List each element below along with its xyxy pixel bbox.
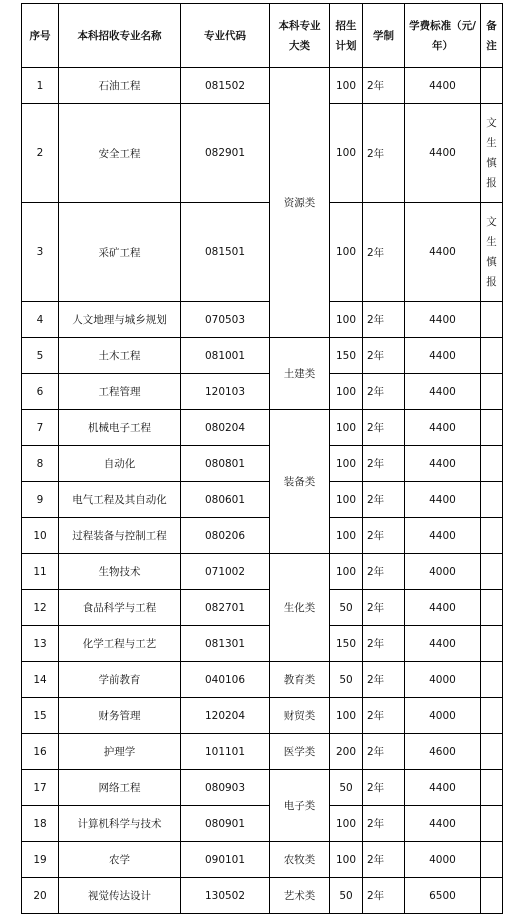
row-quota: 100	[330, 482, 363, 518]
row-seq: 19	[22, 842, 59, 878]
table-row	[22, 590, 503, 626]
row-quota: 150	[330, 338, 363, 374]
row-category: 装备类	[270, 410, 330, 554]
row-seq: 6	[22, 374, 59, 410]
header-category: 本科专业大类	[270, 4, 330, 68]
row-name: 化学工程与工艺	[59, 626, 181, 662]
row-note	[481, 770, 503, 806]
row-seq: 15	[22, 698, 59, 734]
row-quota: 100	[330, 446, 363, 482]
row-years: 2年	[363, 626, 405, 662]
row-fee: 4400	[405, 626, 481, 662]
row-fee: 4400	[405, 806, 481, 842]
row-quota: 100	[330, 68, 363, 104]
row-years: 2年	[363, 590, 405, 626]
row-fee: 4400	[405, 482, 481, 518]
row-years: 2年	[363, 842, 405, 878]
header-name: 本科招收专业名称	[59, 4, 181, 68]
row-category: 土建类	[270, 338, 330, 410]
row-code: 080206	[181, 518, 270, 554]
row-fee: 4400	[405, 770, 481, 806]
table-row	[22, 68, 503, 104]
table-body	[22, 68, 503, 914]
row-years: 2年	[363, 410, 405, 446]
row-quota: 100	[330, 374, 363, 410]
row-category: 教育类	[270, 662, 330, 698]
row-fee: 4000	[405, 662, 481, 698]
row-code: 082901	[181, 104, 270, 203]
header-row	[22, 4, 503, 68]
table-row	[22, 482, 503, 518]
row-fee: 4400	[405, 446, 481, 482]
row-years: 2年	[363, 302, 405, 338]
row-years: 2年	[363, 104, 405, 203]
table-row	[22, 374, 503, 410]
row-fee: 6500	[405, 878, 481, 914]
table-row	[22, 104, 503, 203]
row-note	[481, 374, 503, 410]
row-note	[481, 590, 503, 626]
table-row	[22, 878, 503, 914]
table-row	[22, 806, 503, 842]
row-code: 070503	[181, 302, 270, 338]
row-category: 医学类	[270, 734, 330, 770]
row-quota: 100	[330, 806, 363, 842]
row-fee: 4400	[405, 104, 481, 203]
row-name: 财务管理	[59, 698, 181, 734]
row-years: 2年	[363, 338, 405, 374]
row-seq: 11	[22, 554, 59, 590]
row-seq: 7	[22, 410, 59, 446]
row-seq: 1	[22, 68, 59, 104]
row-note	[481, 878, 503, 914]
row-quota: 100	[330, 842, 363, 878]
row-note	[481, 662, 503, 698]
table-row	[22, 698, 503, 734]
row-seq: 9	[22, 482, 59, 518]
row-seq: 14	[22, 662, 59, 698]
row-seq: 13	[22, 626, 59, 662]
row-note	[481, 698, 503, 734]
row-name: 自动化	[59, 446, 181, 482]
row-name: 机械电子工程	[59, 410, 181, 446]
row-code: 120103	[181, 374, 270, 410]
row-category: 资源类	[270, 68, 330, 338]
header-note: 备注	[481, 4, 503, 68]
row-code: 082701	[181, 590, 270, 626]
row-quota: 200	[330, 734, 363, 770]
row-note	[481, 338, 503, 374]
row-years: 2年	[363, 518, 405, 554]
table-row	[22, 203, 503, 302]
table-row	[22, 302, 503, 338]
table-row	[22, 446, 503, 482]
header-code: 专业代码	[181, 4, 270, 68]
row-quota: 100	[330, 203, 363, 302]
row-code: 090101	[181, 842, 270, 878]
row-fee: 4400	[405, 374, 481, 410]
row-quota: 50	[330, 662, 363, 698]
row-name: 石油工程	[59, 68, 181, 104]
table-row	[22, 554, 503, 590]
row-seq: 4	[22, 302, 59, 338]
row-quota: 50	[330, 878, 363, 914]
row-note	[481, 410, 503, 446]
row-fee: 4000	[405, 554, 481, 590]
row-name: 生物技术	[59, 554, 181, 590]
row-note	[481, 518, 503, 554]
row-category: 艺术类	[270, 878, 330, 914]
row-fee: 4000	[405, 842, 481, 878]
row-fee: 4400	[405, 590, 481, 626]
row-years: 2年	[363, 734, 405, 770]
row-name: 电气工程及其自动化	[59, 482, 181, 518]
row-name: 学前教育	[59, 662, 181, 698]
row-note	[481, 626, 503, 662]
row-code: 040106	[181, 662, 270, 698]
row-name: 人文地理与城乡规划	[59, 302, 181, 338]
row-quota: 100	[330, 698, 363, 734]
row-name: 农学	[59, 842, 181, 878]
row-name: 土木工程	[59, 338, 181, 374]
header-seq: 序号	[22, 4, 59, 68]
row-quota: 50	[330, 770, 363, 806]
row-quota: 100	[330, 104, 363, 203]
row-quota: 50	[330, 590, 363, 626]
row-code: 120204	[181, 698, 270, 734]
table-row	[22, 338, 503, 374]
row-seq: 12	[22, 590, 59, 626]
row-fee: 4600	[405, 734, 481, 770]
row-years: 2年	[363, 482, 405, 518]
row-fee: 4400	[405, 410, 481, 446]
row-fee: 4400	[405, 302, 481, 338]
row-fee: 4400	[405, 68, 481, 104]
row-seq: 17	[22, 770, 59, 806]
row-quota: 100	[330, 554, 363, 590]
row-fee: 4000	[405, 698, 481, 734]
row-years: 2年	[363, 68, 405, 104]
row-seq: 3	[22, 203, 59, 302]
row-name: 过程装备与控制工程	[59, 518, 181, 554]
header-quota: 招生计划	[330, 4, 363, 68]
row-code: 081501	[181, 203, 270, 302]
row-seq: 20	[22, 878, 59, 914]
row-seq: 18	[22, 806, 59, 842]
row-note	[481, 806, 503, 842]
row-code: 071002	[181, 554, 270, 590]
row-code: 080903	[181, 770, 270, 806]
row-years: 2年	[363, 203, 405, 302]
row-years: 2年	[363, 770, 405, 806]
row-code: 080801	[181, 446, 270, 482]
row-quota: 100	[330, 302, 363, 338]
row-name: 工程管理	[59, 374, 181, 410]
table-row	[22, 518, 503, 554]
row-note	[481, 842, 503, 878]
row-code: 081301	[181, 626, 270, 662]
row-quota: 100	[330, 410, 363, 446]
row-seq: 2	[22, 104, 59, 203]
row-years: 2年	[363, 446, 405, 482]
row-code: 101101	[181, 734, 270, 770]
row-name: 食品科学与工程	[59, 590, 181, 626]
row-quota: 100	[330, 518, 363, 554]
row-years: 2年	[363, 698, 405, 734]
row-code: 081502	[181, 68, 270, 104]
row-fee: 4400	[405, 338, 481, 374]
row-years: 2年	[363, 554, 405, 590]
row-seq: 10	[22, 518, 59, 554]
row-note	[481, 554, 503, 590]
row-note	[481, 734, 503, 770]
row-seq: 8	[22, 446, 59, 482]
row-category: 电子类	[270, 770, 330, 842]
row-category: 农牧类	[270, 842, 330, 878]
row-years: 2年	[363, 662, 405, 698]
row-name: 视觉传达设计	[59, 878, 181, 914]
table-row	[22, 734, 503, 770]
row-note	[481, 302, 503, 338]
row-fee: 4400	[405, 203, 481, 302]
row-code: 080204	[181, 410, 270, 446]
row-code: 080901	[181, 806, 270, 842]
row-name: 护理学	[59, 734, 181, 770]
table-row	[22, 662, 503, 698]
row-seq: 16	[22, 734, 59, 770]
row-note	[481, 446, 503, 482]
row-name: 采矿工程	[59, 203, 181, 302]
row-years: 2年	[363, 374, 405, 410]
header-years: 学制	[363, 4, 405, 68]
row-years: 2年	[363, 878, 405, 914]
row-code: 080601	[181, 482, 270, 518]
row-fee: 4400	[405, 518, 481, 554]
row-note	[481, 68, 503, 104]
row-seq: 5	[22, 338, 59, 374]
table-row	[22, 770, 503, 806]
row-note: 文 生 慎 报	[481, 203, 503, 302]
row-name: 计算机科学与技术	[59, 806, 181, 842]
row-note	[481, 482, 503, 518]
row-name: 网络工程	[59, 770, 181, 806]
table-row	[22, 626, 503, 662]
enrollment-table	[21, 3, 503, 914]
header-fee: 学费标准（元/年）	[405, 4, 481, 68]
row-category: 生化类	[270, 554, 330, 662]
row-name: 安全工程	[59, 104, 181, 203]
row-category: 财贸类	[270, 698, 330, 734]
row-code: 130502	[181, 878, 270, 914]
row-code: 081001	[181, 338, 270, 374]
row-quota: 150	[330, 626, 363, 662]
table-row	[22, 842, 503, 878]
table-row	[22, 410, 503, 446]
row-years: 2年	[363, 806, 405, 842]
row-note: 文 生 慎 报	[481, 104, 503, 203]
